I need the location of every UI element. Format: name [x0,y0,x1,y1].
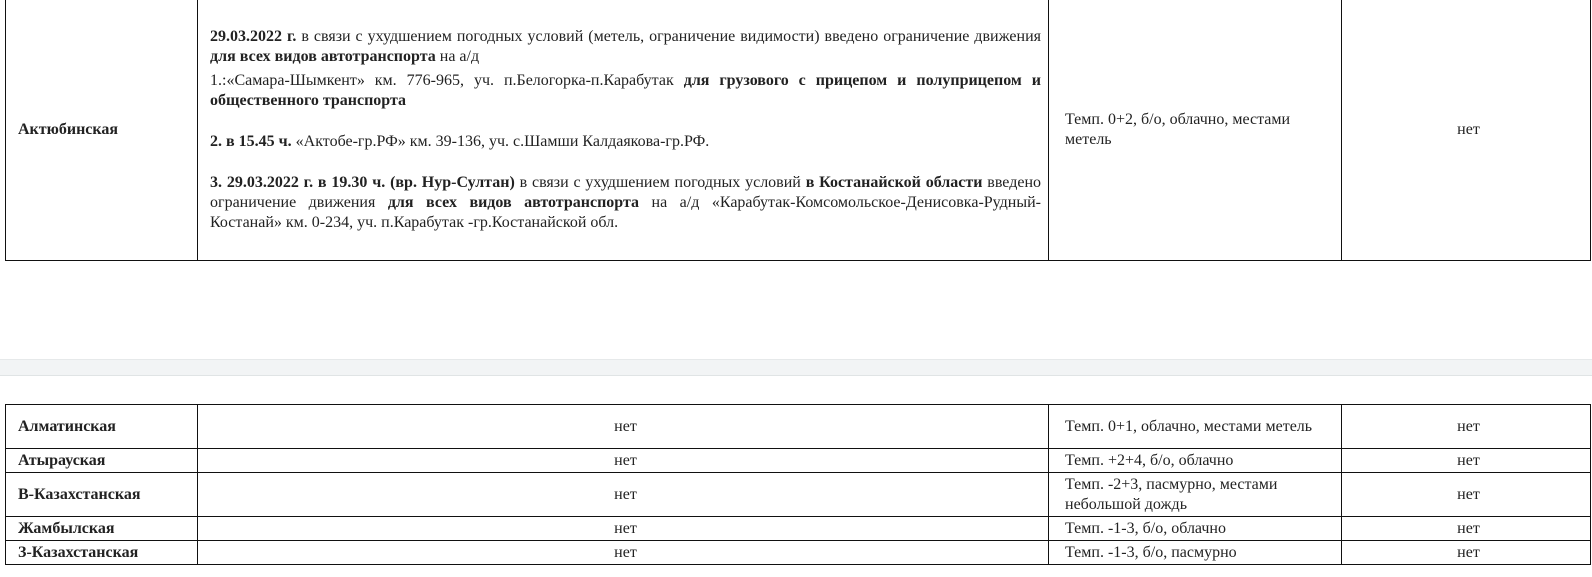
paragraph-bold-text: для всех видов автотранспорта [387,193,640,211]
paragraph-text: в связи с ухудшением погодных условий (метель, ограничение видимости) введено ограничение движения [296,27,1041,45]
paragraph-text: 1.:«Самара-Шымкент» км. 776-965, уч. п.Белогорка-п.Карабутак [210,71,684,89]
paragraph-text: в связи с ухудшением погодных условий [514,173,806,191]
road-restriction-cell: нет [198,473,1049,517]
region-cell: В-Казахстанская [6,473,198,517]
road-conditions-table-top [5,0,1591,261]
date-text: 29.03.2022 г. [210,27,297,45]
other-cell: нет [1342,517,1591,541]
paragraph-bold-text: для всех видов автотранспорта [210,47,436,65]
restriction-paragraph-3 [210,132,1041,152]
road-restriction-cell: нет [198,449,1049,473]
region-cell: Алматинская [6,405,198,449]
paragraph-text: введено ограничение движения [210,173,1042,211]
restriction-paragraph-1 [210,27,1041,67]
paragraph-text: на а/д «Карабутак-Комсомольское-Денисовка-Рудный-Костанай» км. 0-234, уч. п.Карабутак -гр.Костанайской обл. [210,193,1042,231]
road-restriction-cell: нет [198,517,1049,541]
road-restriction-cell: нет [198,541,1049,565]
paragraph-bold-text: для грузового с прицепом и полуприцепом и общественного транспорта [210,71,1041,109]
table-row [6,405,1591,449]
weather-cell: Темп. -1-3, б/о, облачно [1049,517,1342,541]
table-row [6,517,1591,541]
other-cell: нет [1342,0,1591,261]
region-cell: Актюбинская [6,0,198,261]
paragraph-bold-text: в Костанайской области [805,173,983,191]
road-restriction-cell: нет [198,405,1049,449]
road-conditions-table-bottom [5,404,1591,565]
other-cell: нет [1342,449,1591,473]
region-cell: З-Казахстанская [6,541,198,565]
table-row [6,473,1591,517]
weather-cell: Темп. 0+2, б/о, облачно, местами метель [1049,0,1342,261]
weather-cell: Темп. -1-3, б/о, пасмурно [1049,541,1342,565]
road-restriction-cell [198,0,1049,261]
table-row [6,449,1591,473]
weather-cell: Темп. +2+4, б/о, облачно [1049,449,1342,473]
paragraph-bold-text: 2. в 15.45 ч. [210,132,292,150]
weather-cell: Темп. 0+1, облачно, местами метель [1049,405,1342,449]
region-cell: Жамбылская [6,517,198,541]
paragraph-text: на а/д [435,47,480,65]
document-page-2 [0,375,1592,577]
restriction-paragraph-4 [210,173,1041,233]
page-gap [0,360,1592,375]
table-row [6,0,1591,261]
region-cell: Атырауская [6,449,198,473]
other-cell: нет [1342,405,1591,449]
other-cell: нет [1342,473,1591,517]
paragraph-text: «Актобе-гр.РФ» км. 39-136, уч. с.Шамши Калдаякова-гр.РФ. [291,132,710,150]
paragraph-bold-text: 3. 29.03.2022 г. в 19.30 ч. (вр. Нур-Султан) [210,173,515,191]
table-row [6,541,1591,565]
other-cell: нет [1342,541,1591,565]
weather-cell: Темп. -2+3, пасмурно, местами небольшой дождь [1049,473,1342,517]
restriction-paragraph-2 [210,71,1041,111]
